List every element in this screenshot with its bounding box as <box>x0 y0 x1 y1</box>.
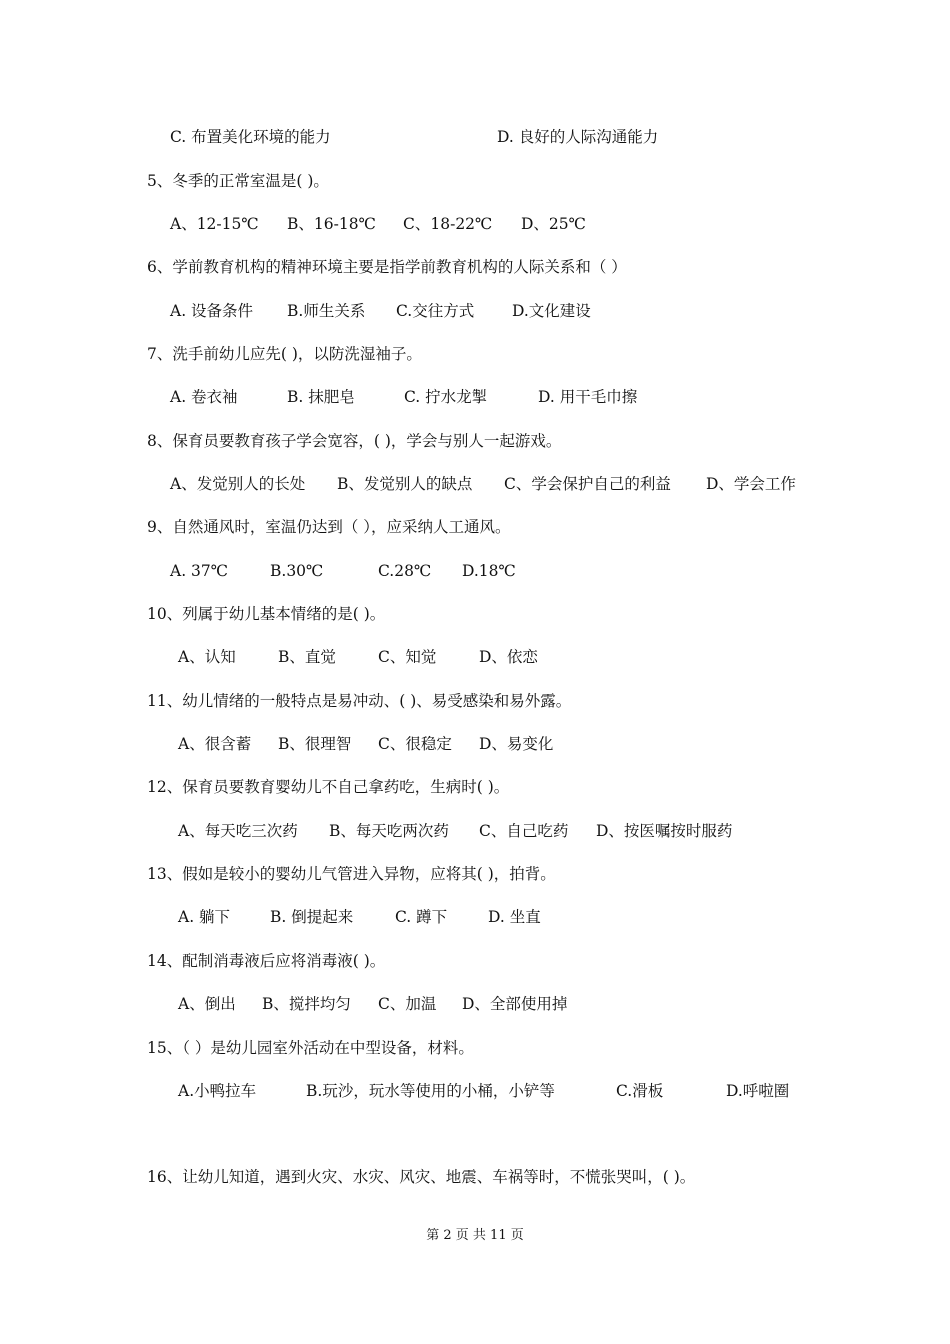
option-b: B.玩沙，玩水等使用的小桶，小铲等 <box>306 1082 555 1100</box>
option-c: C. 布置美化环境的能力 <box>170 128 331 146</box>
option-c: C.交往方式 <box>396 302 475 320</box>
option-a: A、发觉别人的长处 <box>170 475 306 493</box>
question-11: 11、幼儿情绪的一般特点是易冲动、( )、易受感染和易外露。 <box>147 692 572 710</box>
option-b: B、发觉别人的缺点 <box>337 475 473 493</box>
question-12: 12、保育员要教育婴幼儿不自己拿药吃，生病时( )。 <box>147 778 510 796</box>
option-a: A. 37℃ <box>170 562 229 580</box>
option-d: D.呼啦圈 <box>726 1082 790 1100</box>
option-c: C、很稳定 <box>378 735 452 753</box>
option-b: B.30℃ <box>270 562 324 580</box>
option-c: C、知觉 <box>378 648 437 666</box>
question-10: 10、列属于幼儿基本情绪的是( )。 <box>147 605 386 623</box>
option-b: B、16-18℃ <box>287 215 376 233</box>
option-d: D.文化建设 <box>512 302 591 320</box>
question-9: 9、自然通风时，室温仍达到（ ），应采纳人工通风。 <box>147 518 511 536</box>
option-a: A. 卷衣袖 <box>170 388 238 406</box>
option-b: B. 抹肥皂 <box>287 388 355 406</box>
question-5: 5、冬季的正常室温是( )。 <box>147 172 329 190</box>
option-b: B、直觉 <box>278 648 336 666</box>
option-a: A、每天吃三次药 <box>178 822 298 840</box>
option-a: A. 躺下 <box>178 908 231 926</box>
option-d: D、依恋 <box>479 648 538 666</box>
option-b: B、搅拌均匀 <box>262 995 351 1013</box>
page-number: 第 2 页 共 11 页 <box>426 1228 524 1243</box>
option-d: D. 用干毛巾擦 <box>538 388 638 406</box>
option-d: D、学会工作 <box>706 475 796 493</box>
question-15: 15、（ ）是幼儿园室外活动在中型设备，材料。 <box>147 1039 474 1057</box>
option-d: D.18℃ <box>462 562 516 580</box>
option-d: D、按医嘱按时服药 <box>596 822 733 840</box>
option-d: D、易变化 <box>479 735 554 753</box>
option-a: A. 设备条件 <box>170 302 254 320</box>
option-b: B、每天吃两次药 <box>329 822 449 840</box>
option-d: D、25℃ <box>521 215 586 233</box>
option-c: C.滑板 <box>616 1082 664 1100</box>
option-a: A.小鸭拉车 <box>178 1082 257 1100</box>
option-c: C、学会保护自己的利益 <box>504 475 671 493</box>
option-a: A、认知 <box>178 648 236 666</box>
question-16: 16、让幼儿知道，遇到火灾、水灾、风灾、地震、车祸等时，不慌张哭叫，( )。 <box>147 1168 696 1186</box>
option-a: A、很含蓄 <box>178 735 252 753</box>
option-a: A、倒出 <box>178 995 236 1013</box>
option-c: C、18-22℃ <box>403 215 493 233</box>
option-d: D. 坐直 <box>488 908 541 926</box>
option-d: D、全部使用掉 <box>462 995 568 1013</box>
option-b: B、很理智 <box>278 735 352 753</box>
question-13: 13、假如是较小的婴幼儿气管进入异物，应将其( )，拍背。 <box>147 865 556 883</box>
question-14: 14、配制消毒液后应将消毒液( )。 <box>147 952 386 970</box>
option-a: A、12-15℃ <box>170 215 259 233</box>
option-b: B.师生关系 <box>287 302 366 320</box>
option-c: C. 蹲下 <box>395 908 448 926</box>
option-b: B. 倒提起来 <box>270 908 354 926</box>
option-c: C、加温 <box>378 995 437 1013</box>
option-d: D. 良好的人际沟通能力 <box>497 128 659 146</box>
question-7: 7、洗手前幼儿应先( )，以防洗湿袖子。 <box>147 345 422 363</box>
option-c: C、自己吃药 <box>479 822 569 840</box>
question-8: 8、保育员要教育孩子学会宽容，( )，学会与别人一起游戏。 <box>147 432 562 450</box>
option-c: C.28℃ <box>378 562 432 580</box>
question-6: 6、学前教育机构的精神环境主要是指学前教育机构的人际关系和（ ） <box>147 258 627 276</box>
option-c: C. 拧水龙掣 <box>404 388 488 406</box>
